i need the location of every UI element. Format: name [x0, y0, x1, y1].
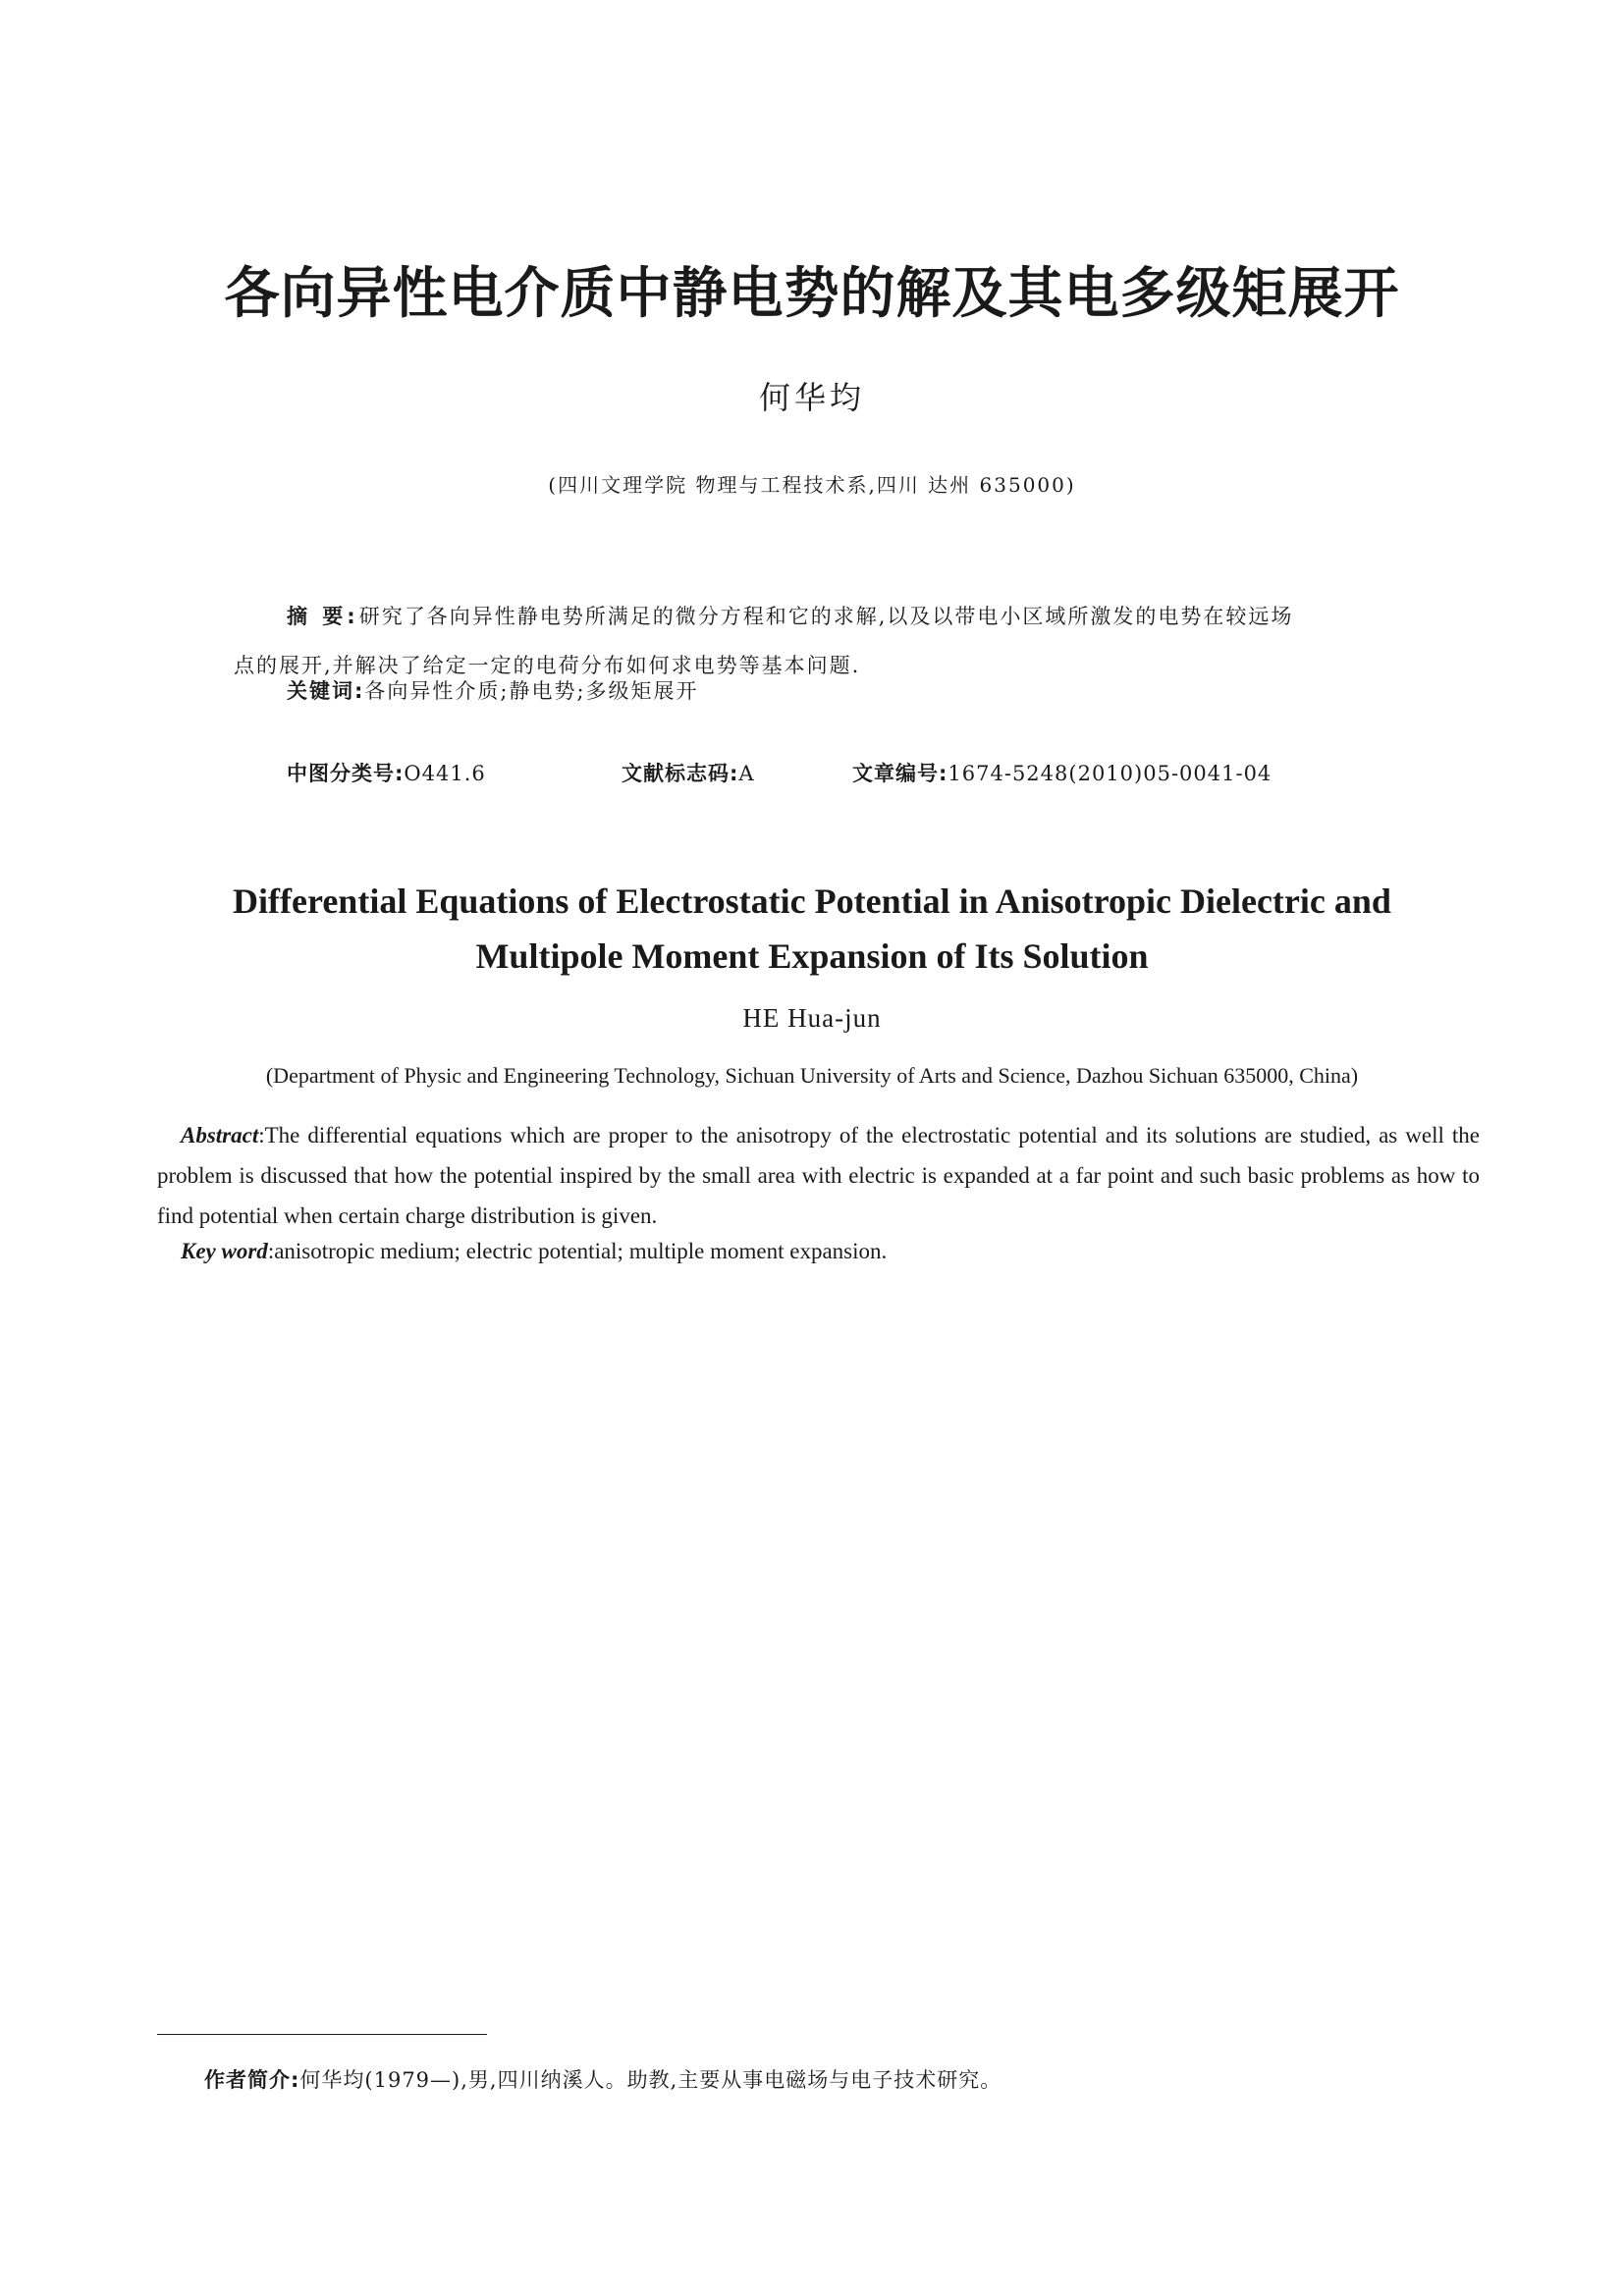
english-abstract-text: The differential equations which are proper to the anisotropy of the electrostatic potential and its solutions are studied, as well the problem is discussed that how the potential inspired by the small area with electric is expanded at a far point and such basic problems as how to find potential when certain charge distribution is given. [157, 1123, 1480, 1228]
chinese-abstract-line-1 [234, 592, 1392, 641]
english-affiliation: (Department of Physic and Engineering Technology, Sichuan University of Arts and Science, Dazhou Sichuan 635000, China) [265, 1063, 1359, 1088]
english-keywords-text: anisotropic medium; electric potential; multiple moment expansion. [274, 1239, 888, 1263]
chinese-keywords-text: 各向异性介质;静电势;多级矩展开 [364, 679, 699, 703]
english-keywords-separator: : [267, 1239, 275, 1263]
english-keywords-label: Key word [181, 1239, 268, 1263]
article-number-value: 1674-5248(2010)05-0041-04 [947, 762, 1272, 785]
footnote-label: 作者简介: [204, 2068, 300, 2092]
english-keywords [181, 1239, 887, 1264]
document-code [622, 758, 755, 787]
english-abstract-separator: : [258, 1123, 265, 1148]
chinese-affiliation: (四川文理学院 物理与工程技术系,四川 达州 635000) [548, 473, 1076, 497]
english-abstract [157, 1115, 1480, 1236]
chinese-keywords-label: 关键词: [287, 679, 365, 703]
author-footnote [204, 2064, 1001, 2094]
article-number-label: 文章编号: [852, 762, 948, 785]
document-code-value: A [738, 762, 755, 785]
english-title-line-2: Multipole Moment Expansion of Its Solution [475, 936, 1149, 976]
clc-label: 中图分类号: [287, 762, 405, 785]
english-title [0, 874, 1624, 984]
article-number [852, 758, 1272, 787]
footnote-text: 何华均(1979—),男,四川纳溪人。助教,主要从事电磁场与电子技术研究。 [299, 2068, 1002, 2092]
document-code-label: 文献标志码: [622, 762, 739, 785]
chinese-abstract-line-2: 点的展开,并解决了给定一定的电荷分布如何求电势等基本问题. [234, 654, 861, 677]
english-title-line-1: Differential Equations of Electrostatic Potential in Anisotropic Dielectric and [233, 881, 1391, 921]
clc-value: O441.6 [404, 762, 486, 785]
clc-number [287, 758, 486, 787]
chinese-abstract-label: 摘 要: [287, 605, 359, 628]
chinese-author: 何华均 [758, 379, 865, 416]
english-abstract-label: Abstract [181, 1123, 259, 1148]
english-author: HE Hua-jun [742, 1003, 882, 1033]
chinese-keywords [287, 675, 699, 705]
footnote-divider [157, 2034, 487, 2035]
chinese-title: 各向异性电介质中静电势的解及其电多级矩展开 [224, 262, 1400, 326]
chinese-abstract-text-1: 研究了各向异性静电势所满足的微分方程和它的求解,以及以带电小区域所激发的电势在较远场 [358, 605, 1294, 628]
